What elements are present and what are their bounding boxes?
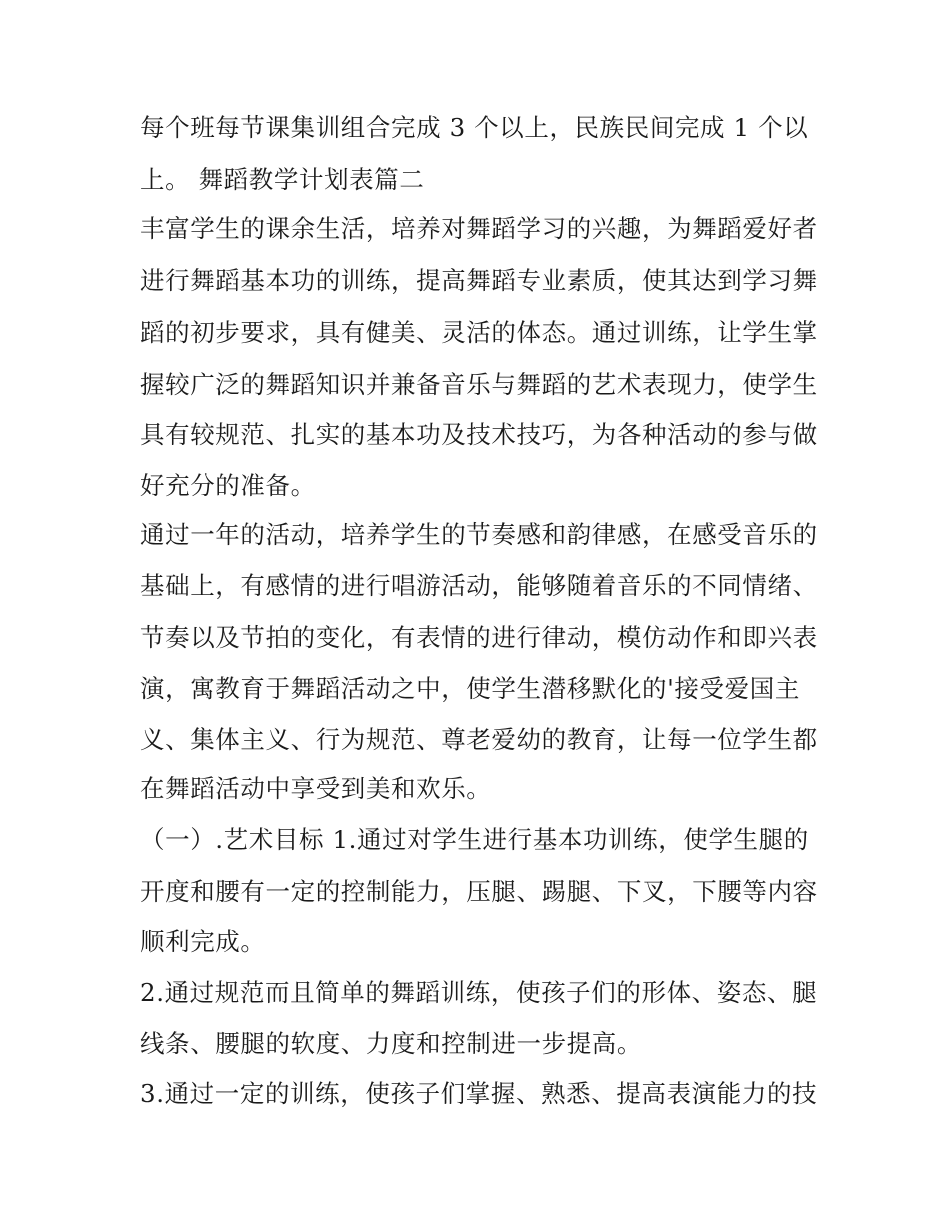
text-line: 线条、腰腿的软度、力度和控制进一步提高。 <box>140 1029 642 1058</box>
text-line: 每个班每节课集训组合完成 3 个以上，民族民间完成 1 个以 <box>140 113 809 142</box>
text-line: 上。 舞蹈教学计划表篇二 <box>140 165 425 194</box>
text-line: 节奏以及节拍的变化，有表情的进行律动，模仿动作和即兴表 <box>140 623 818 652</box>
text-line: （一）.艺术目标 1.通过对学生进行基本功训练，使学生腿的 <box>140 825 809 854</box>
text-line: 3.通过一定的训练，使孩子们掌握、熟悉、提高表演能力的技 <box>140 1079 818 1108</box>
text-line: 2.通过规范而且简单的舞蹈训练，使孩子们的形体、姿态、腿 <box>140 978 818 1007</box>
text-line: 好充分的准备。 <box>140 471 316 500</box>
text-line: 进行舞蹈基本功的训练，提高舞蹈专业素质，使其达到学习舞 <box>140 266 818 295</box>
text-line: 演，寓教育于舞蹈活动之中，使学生潜移默化的'接受爱国主 <box>140 674 800 703</box>
text-line: 丰富学生的课余生活，培养对舞蹈学习的兴趣，为舞蹈爱好者 <box>140 214 818 243</box>
text-line: 开度和腰有一定的控制能力，压腿、踢腿、下叉，下腰等内容 <box>140 877 818 906</box>
text-line: 义、集体主义、行为规范、尊老爱幼的教育，让每一位学生都 <box>140 725 818 754</box>
text-line: 具有较规范、扎实的基本功及技术技巧，为各种活动的参与做 <box>140 420 818 449</box>
text-line: 蹈的初步要求，具有健美、灵活的体态。通过训练，让学生掌 <box>140 318 818 347</box>
text-line: 基础上，有感情的进行唱游活动，能够随着音乐的不同情绪、 <box>140 571 818 600</box>
text-line: 握较广泛的舞蹈知识并兼备音乐与舞蹈的艺术表现力，使学生 <box>140 370 818 399</box>
text-line: 在舞蹈活动中享受到美和欢乐。 <box>140 774 492 803</box>
text-line: 通过一年的活动，培养学生的节奏感和韵律感，在感受音乐的 <box>140 520 818 549</box>
text-line: 顺利完成。 <box>140 927 266 956</box>
